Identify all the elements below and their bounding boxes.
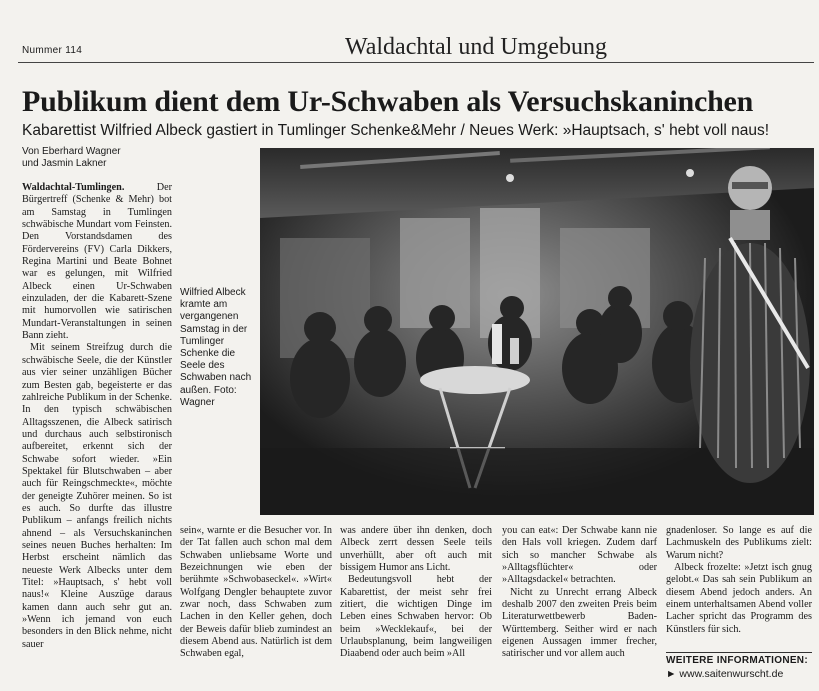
article-column-1 <box>22 182 172 651</box>
article-photo <box>260 148 814 515</box>
paragraph: sein«, warnte er die Besucher vor. In der Tat fallen auch schon mal dem Schwaben unliebsame Worte und Bezeichnungen wie eben der berühmte »Schwobaseckel«. »Wirt« Wolfgang Dengler behauptete zuvor zwar noch, dass Schwaben zum Lachen in den Keller gehen, doch der Beweis dafür blieb zumindest an diesem Abend aus. Natürlich ist dem Schwaben egal, <box>180 525 332 660</box>
url-text: www.saitenwurscht.de <box>679 668 784 680</box>
more-info-heading: WEITERE INFORMATIONEN: <box>666 652 812 666</box>
article-headline: Publikum dient dem Ur-Schwaben als Versuchskaninchen <box>22 85 754 118</box>
byline-line: und Jasmin Lakner <box>22 158 107 169</box>
header-rule <box>18 62 814 63</box>
article-column-4 <box>502 525 657 661</box>
section-title: Waldachtal und Umgebung <box>345 34 607 60</box>
article-column-5 <box>666 525 812 636</box>
paragraph: was andere über ihn denken, doch Albeck zerrt dessen Seele teils unverhüllt, aber oft auch mit bissigem Humor ans Licht. <box>340 525 492 574</box>
article-column-3 <box>340 525 492 661</box>
arrow-right-icon: ► <box>666 668 677 680</box>
article-column-2 <box>180 525 332 661</box>
byline <box>22 146 172 170</box>
paragraph: Nicht zu Unrecht errang Albeck deshalb 2007 den zweiten Preis beim Literaturwettbewerb Baden-Württemberg. Seither wird er nach eigenen Aussagen immer frecher, satirischer und vor allem auch <box>502 586 657 660</box>
issue-number: Nummer 114 <box>22 45 83 56</box>
paragraph: Mit seinem Streifzug durch die schwäbische Seele, die der Künstler aus vier seiner unzähligen Bücher zum Besten gab, begeisterte er das zahlreiche Publikum in der Schenke. In den typisch schwäbischen Alltagsszenen, die Albeck satirisch und durchaus auch selbstironisch aufbereitet, erkennt sich der Schwabe sofort wieder. »Ein Spektakel für Blutschwaben – aber auch für Reingschmeckte«, möchte der geneigte Zuhörer meinen. So ist es auch. So durfte das illustre Publikum – anfangs freilich nichts ahnend – als Versuchskaninchen seines neuen Buches herhalten: Im Herbst erscheint nämlich das neueste Werk Albecks unter dem Titel: »Hauptsach, s' hebt voll naus!« Kleine Auszüge daraus kamen dann auch sehr gut an. »Wenn ich jemand von euch besonders in den Blick nehme, nicht sauer <box>22 342 172 650</box>
article-subheadline: Kabarettist Wilfried Albeck gastiert in Tumlinger Schenke&Mehr / Neues Werk: »Hauptsach, s' hebt voll naus! <box>22 122 770 139</box>
paragraph: Bedeutungsvoll hebt der Kabarettist, der meist sehr frei zitiert, die wichtigen Dinge im Leben eines Schwaben hervor: Ob beim »Wecklekauf«, bei der Urlaubsplanung, beim langweiligen Diaabend oder auch beim »All <box>340 574 492 660</box>
paragraph: gnadenloser. So lange es auf die Lachmuskeln des Publikums zielt: Warum nicht? <box>666 525 812 561</box>
paragraph: you can eat«: Der Schwabe kann nie den Hals voll kriegen. Zudem darf sich so mancher Schwabe als »Alltagsflüchter« oder »Alltagsdackel« betrachten. <box>502 525 657 586</box>
photo-caption: Wilfried Albeck kramte am vergangenen Samstag in der Tumlinger Schenke die Seele des Schwaben nach außen. Foto: Wagner <box>180 287 252 408</box>
more-info-link[interactable] <box>666 668 812 680</box>
paragraph: Albeck frozelte: »Jetzt isch gnug gelobt.« Das sah sein Publikum an diesem Abend jedoch anders. An einem unterhaltsamen Abend voller Lacher spricht das Programm des Künstlers für sich. <box>666 562 812 635</box>
paragraph <box>22 182 172 342</box>
dateline: Waldachtal-Tumlingen. <box>22 182 125 193</box>
paragraph-text: Der Bürgertreff (Schenke & Mehr) bot am Samstag in Tumlingen schwäbische Mundart vom Feinsten. Den Vorstandsdamen des Fördervereins (FV) Carla Dikkers, Regina Martini und Beate Bohnet war es gelungen, mit Wilfried Albeck einen Ur-Schwaben einzuladen, der die Kabarett-Szene mit humorvollen wie satirischen Mundart-Veranstaltungen in seinen Bann zieht. <box>22 182 172 342</box>
byline-line: Von Eberhard Wagner <box>22 146 121 157</box>
